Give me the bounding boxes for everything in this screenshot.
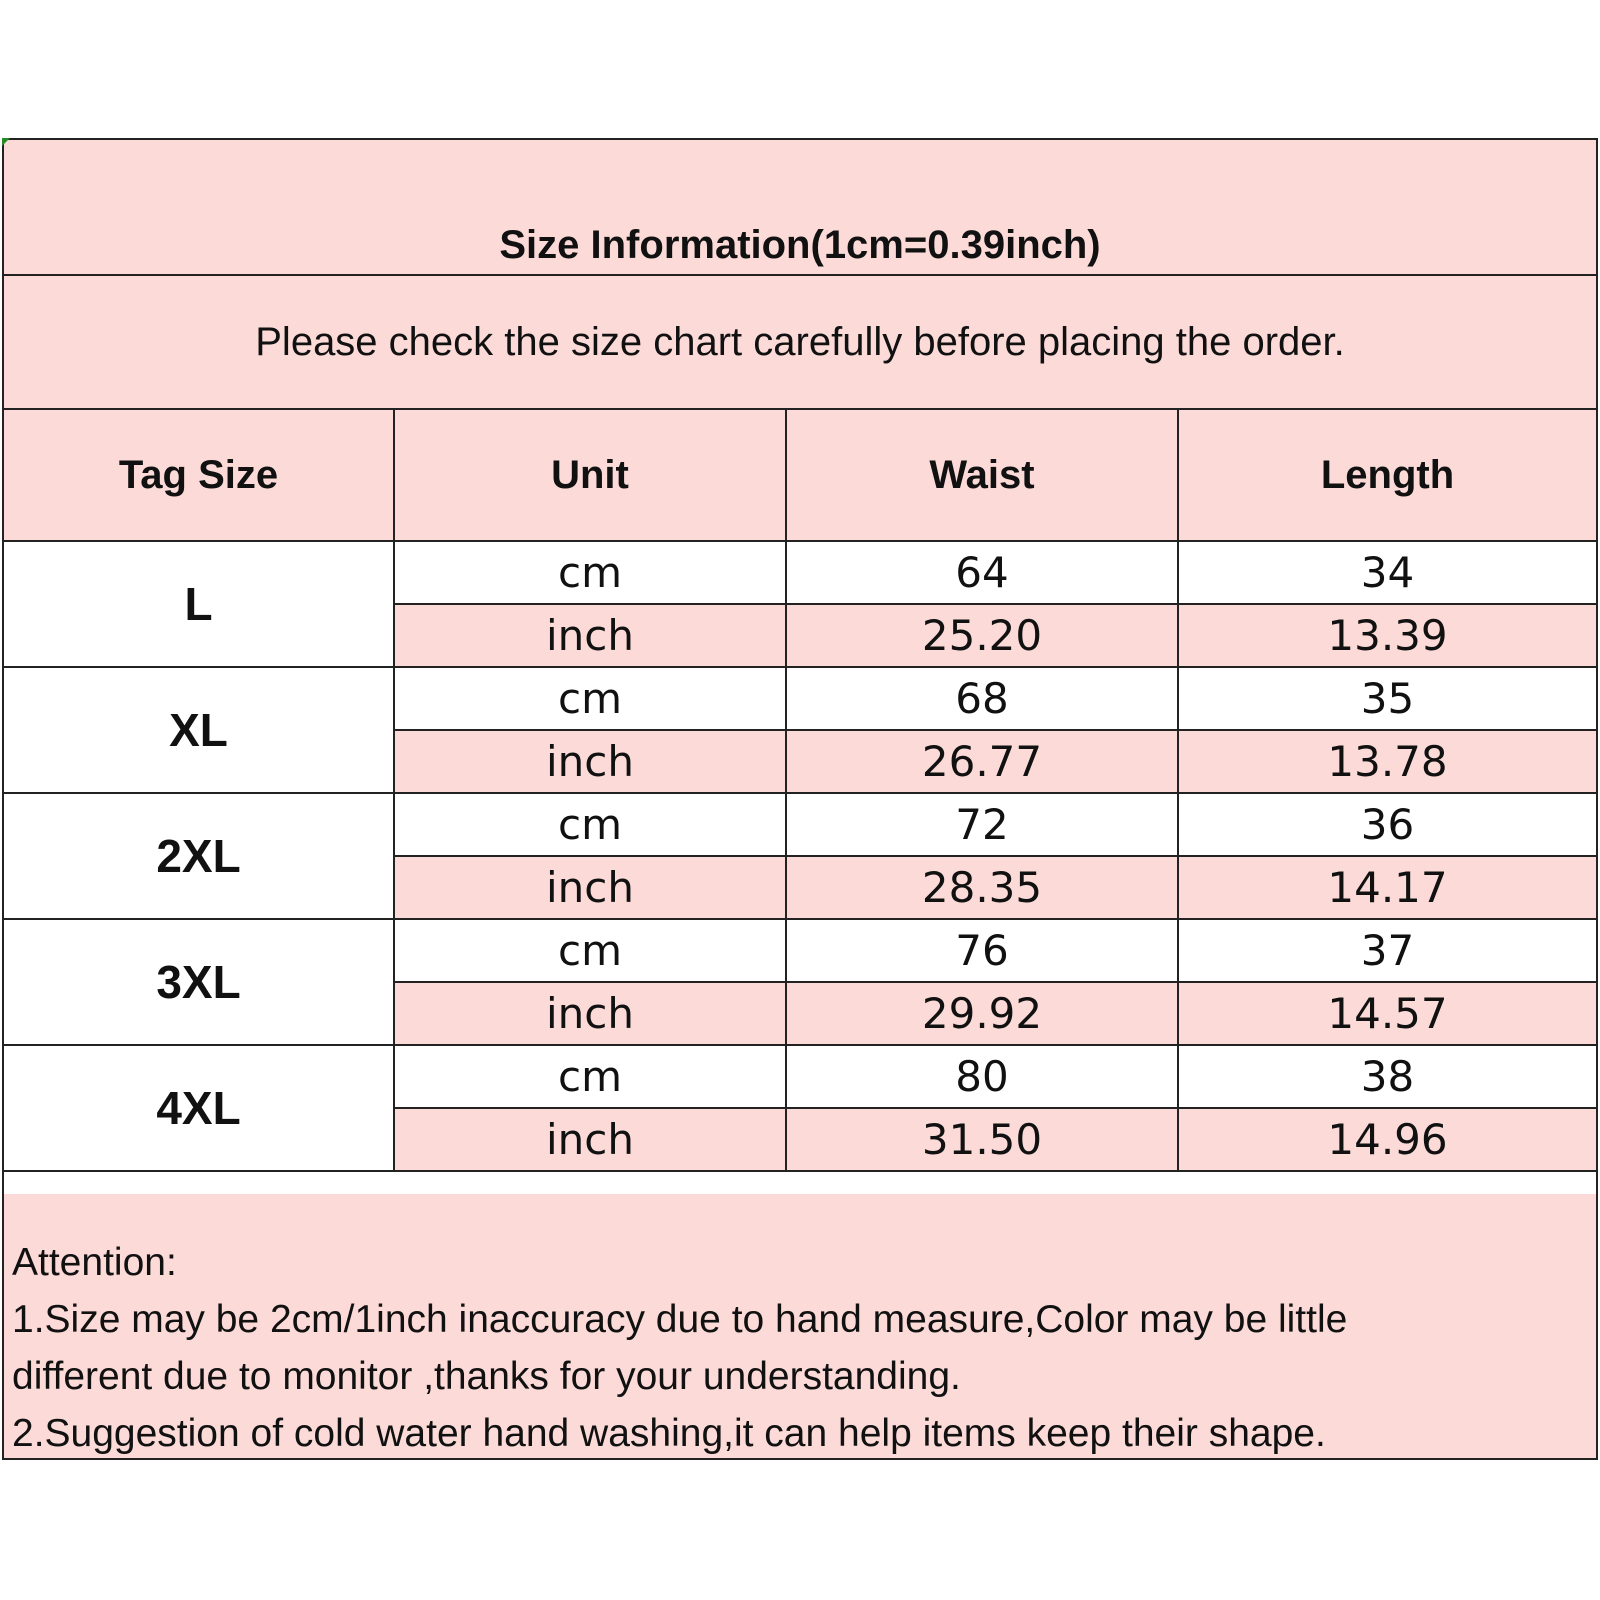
unit-cell: cm [394, 793, 786, 856]
tag-size-cell: 2XL [4, 793, 394, 919]
waist-cell: 28.35 [786, 856, 1178, 919]
unit-cell: inch [394, 1108, 786, 1171]
waist-cell: 80 [786, 1045, 1178, 1108]
unit-cell: cm [394, 1045, 786, 1108]
waist-cell: 64 [786, 541, 1178, 604]
waist-cell: 76 [786, 919, 1178, 982]
length-cell: 38 [1178, 1045, 1596, 1108]
column-header-unit: Unit [394, 410, 786, 541]
table-row [4, 1045, 1596, 1108]
attention-section [4, 1194, 1596, 1458]
waist-cell: 72 [786, 793, 1178, 856]
unit-cell: cm [394, 667, 786, 730]
title-band [4, 140, 1596, 276]
table-row [4, 919, 1596, 982]
table-row [4, 541, 1596, 604]
waist-cell: 31.50 [786, 1108, 1178, 1171]
length-cell: 14.57 [1178, 982, 1596, 1045]
waist-cell: 25.20 [786, 604, 1178, 667]
tag-size-cell: XL [4, 667, 394, 793]
unit-cell: cm [394, 919, 786, 982]
attention-line: 2.Suggestion of cold water hand washing,it can help items keep their shape. [12, 1412, 1326, 1455]
tag-size-cell: L [4, 541, 394, 667]
waist-cell: 68 [786, 667, 1178, 730]
length-cell: 13.39 [1178, 604, 1596, 667]
length-cell: 14.17 [1178, 856, 1596, 919]
unit-cell: inch [394, 730, 786, 793]
column-header-length: Length [1178, 410, 1596, 541]
waist-cell: 29.92 [786, 982, 1178, 1045]
notice-band [4, 276, 1596, 410]
tag-size-cell: 4XL [4, 1045, 394, 1171]
length-cell: 37 [1178, 919, 1596, 982]
length-cell: 34 [1178, 541, 1596, 604]
length-cell: 14.96 [1178, 1108, 1596, 1171]
waist-cell: 26.77 [786, 730, 1178, 793]
column-header-tag-size: Tag Size [4, 410, 394, 541]
page-title: Size Information(1cm=0.39inch) [499, 223, 1101, 267]
size-chart-sheet [2, 138, 1598, 1460]
tag-size-cell: 3XL [4, 919, 394, 1045]
unit-cell: inch [394, 604, 786, 667]
corner-marker [2, 138, 10, 146]
table-header-row [4, 410, 1596, 541]
notice-text: Please check the size chart carefully before placing the order. [255, 319, 1345, 364]
size-table [4, 410, 1596, 1172]
attention-line: 1.Size may be 2cm/1inch inaccuracy due to hand measure,Color may be little [12, 1298, 1348, 1341]
unit-cell: inch [394, 856, 786, 919]
attention-heading: Attention: [12, 1241, 177, 1284]
unit-cell: cm [394, 541, 786, 604]
unit-cell: inch [394, 982, 786, 1045]
table-row [4, 667, 1596, 730]
length-cell: 13.78 [1178, 730, 1596, 793]
column-header-waist: Waist [786, 410, 1178, 541]
attention-line: different due to monitor ,thanks for your understanding. [12, 1355, 961, 1398]
table-row [4, 793, 1596, 856]
length-cell: 35 [1178, 667, 1596, 730]
length-cell: 36 [1178, 793, 1596, 856]
